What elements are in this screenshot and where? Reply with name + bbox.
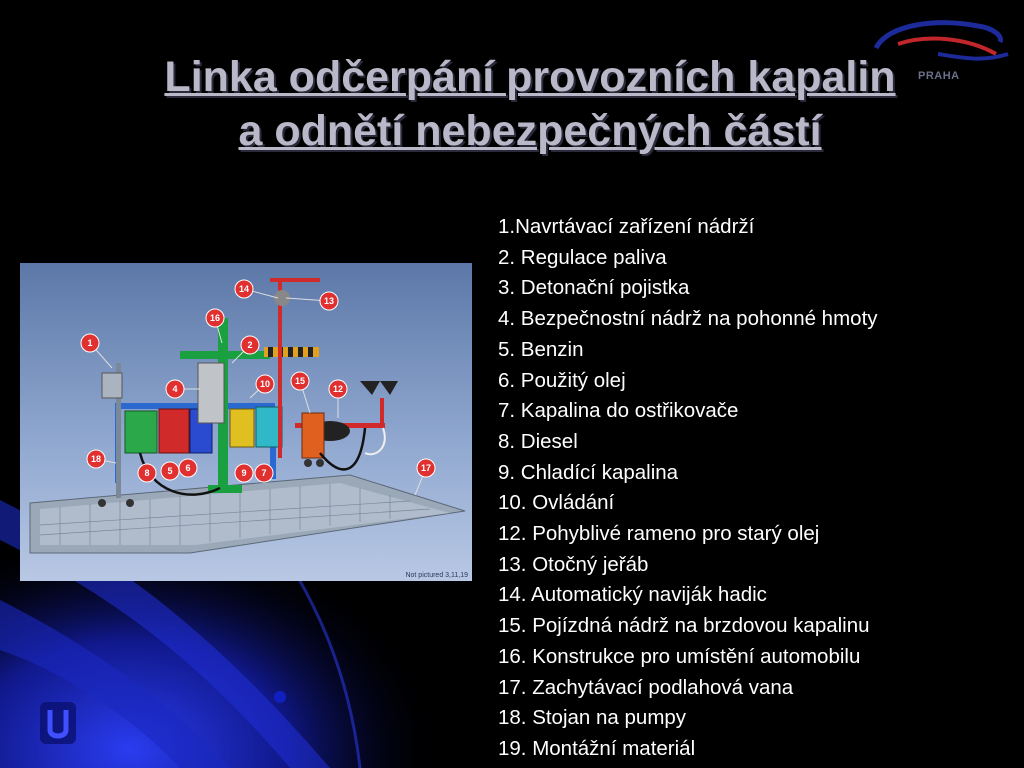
svg-text:7: 7	[261, 468, 267, 478]
callout-4	[166, 380, 200, 398]
callout-layer	[20, 263, 472, 581]
legend-item: 7. Kapalina do ostřikovače	[498, 399, 739, 423]
svg-text:4: 4	[172, 384, 178, 394]
legend-item: 5. Benzin	[498, 337, 584, 361]
legend-item: 3. Detonační pojistka	[498, 276, 690, 300]
title-line-2: a odnětí nebezpečných částí	[238, 107, 822, 155]
legend-item: 2. Regulace paliva	[498, 245, 667, 269]
legend-item: 1.Navrtávací zařízení nádrží	[498, 215, 755, 238]
svg-text:1: 1	[87, 338, 93, 348]
svg-text:18: 18	[90, 454, 102, 464]
photo-note: Not pictured 3,11,19	[405, 572, 468, 579]
callout-12	[329, 380, 347, 418]
svg-text:6: 6	[185, 463, 191, 473]
callout-1	[81, 334, 112, 368]
station-illustration	[20, 263, 472, 581]
callout-13	[286, 292, 338, 310]
callout-2	[232, 336, 259, 363]
callout-15	[291, 372, 310, 413]
callout-10	[250, 375, 274, 398]
legend-item: 4. Bezpečnostní nádrž na pohonné hmoty	[498, 307, 878, 331]
legend-item: 14. Automatický naviják hadic	[498, 583, 767, 607]
callout-17	[415, 459, 435, 495]
legend-item: 16. Konstrukce pro umístění automobilu	[498, 644, 861, 668]
legend-item: 9. Chladící kapalina	[498, 460, 679, 484]
svg-text:10: 10	[259, 379, 271, 389]
svg-text:15: 15	[294, 376, 306, 386]
svg-text:16: 16	[209, 313, 221, 323]
callout-5	[161, 462, 179, 480]
legend-item: 19. Montážní materiál	[498, 736, 696, 760]
svg-text:8: 8	[144, 468, 150, 478]
corner-nav-icon[interactable]	[38, 700, 78, 746]
callout-14	[235, 280, 278, 298]
legend-item: 13. Otočný jeřáb	[498, 552, 649, 576]
svg-text:13: 13	[323, 296, 335, 306]
callout-6	[179, 459, 197, 477]
legend-item: 12. Pohyblivé rameno pro starý olej	[498, 522, 820, 546]
parts-legend	[498, 212, 878, 765]
svg-text:12: 12	[332, 384, 344, 394]
logo-text: PRAHA	[918, 70, 960, 82]
legend-item: 15. Pojízdná nádrž na brzdovou kapalinu	[498, 614, 870, 638]
callout-7	[255, 464, 273, 482]
callout-9	[235, 464, 253, 482]
legend-item: 17. Zachytávací podlahová vana	[498, 675, 794, 699]
svg-text:2: 2	[247, 340, 253, 350]
legend-item: 6. Použitý olej	[498, 368, 626, 392]
legend-item: 10. Ovládání	[498, 491, 615, 515]
legend-item: 8. Diesel	[498, 429, 578, 453]
svg-text:17: 17	[420, 463, 432, 473]
svg-text:14: 14	[238, 284, 250, 294]
callout-18	[87, 450, 116, 468]
title-line-1: Linka odčerpání provozních kapalin	[164, 53, 896, 101]
svg-text:5: 5	[167, 466, 173, 476]
legend-item: 18. Stojan na pumpy	[498, 706, 687, 730]
callout-16	[206, 309, 224, 343]
slide-title	[60, 50, 1000, 158]
callout-8	[138, 464, 156, 482]
svg-text:9: 9	[241, 468, 247, 478]
